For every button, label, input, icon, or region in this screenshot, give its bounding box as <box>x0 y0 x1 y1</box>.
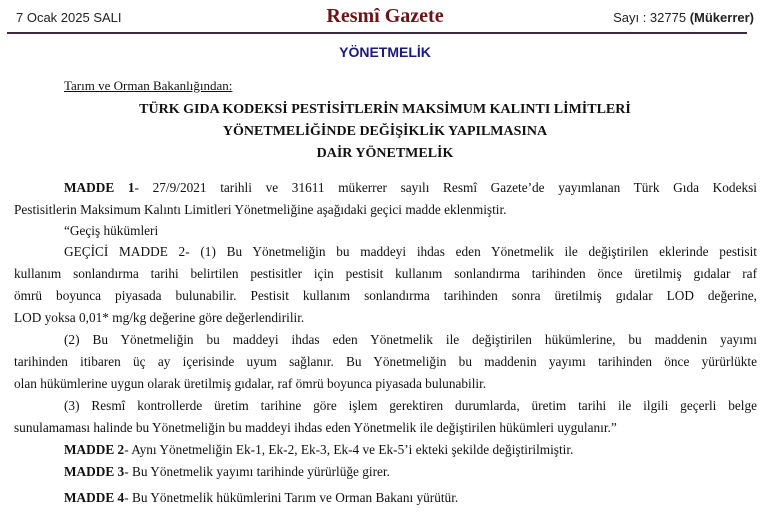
article-3 <box>64 464 757 480</box>
paragraph-2-line-3: olan hükümlerine uygun olarak üretilmiş gıdalar, raf ömrü boyunca piyasada bulunabilir. <box>14 376 487 391</box>
regulation-title-line-3: DAİR YÖNETMELİK <box>316 146 454 161</box>
article-4-text: - Bu Yönetmelik hükümlerini Tarım ve Orman Bakanı yürütür. <box>124 490 459 505</box>
paragraph-2-line-2: tarihinden itibaren üç ay içerisinde uyum sağlanır. Bu Yönetmeliğin bu maddenin yayımı tarihinden önce yürürlükte <box>14 354 757 369</box>
issue-supplement-label: (Mükerrer) <box>689 10 754 25</box>
article-3-text: - Bu Yönetmelik yayımı tarihinde yürürlüğe girer. <box>124 464 390 479</box>
issuing-ministry: Tarım ve Orman Bakanlığından: <box>64 78 233 93</box>
issue-number <box>613 10 754 25</box>
issue-number-label: Sayı : 32775 <box>613 10 690 25</box>
paragraph-3-line-2: sunulamaması halinde bu Yönetmeliğin bu maddeyi ihdas eden Yönetmelik ile değiştirilen hükümleri uygulanır.” <box>14 420 617 435</box>
article-2-label: MADDE 2 <box>64 442 125 457</box>
article-1 <box>64 180 757 196</box>
paragraph-3-line-1: (3) Resmî kontrollerde üretim tarihine göre işlem gerektiren durumlarda, üretim tarihi ile ilgili geçerli belge <box>64 398 757 413</box>
article-3-label: MADDE 3 <box>64 464 125 479</box>
article-1-label: MADDE 1 <box>64 180 135 195</box>
provisional-article-2-line-2: kullanım sonlandırma tarihi belirtilen pestisitler için pestisit kullanım sonlandırma tarihinden önce üretilmiş gıdalar raf <box>14 266 757 281</box>
article-1-continuation: Pestisitlerin Maksimum Kalıntı Limitleri Yönetmeliğine aşağıdaki geçici madde eklenmiştir. <box>14 202 507 217</box>
provisional-article-2-line-4: LOD yoksa 0,01* mg/kg değerine göre değerlendirilir. <box>14 310 305 325</box>
regulation-title-line-2: YÖNETMELİĞİNDE DEĞİŞİKLİK YAPILMASINA <box>222 124 548 139</box>
article-4-label: MADDE 4 <box>64 490 125 505</box>
article-2-text: - Aynı Yönetmeliğin Ek-1, Ek-2, Ek-3, Ek-4 ve Ek-5’i ekteki şekilde değiştirilmiştir. <box>124 442 574 457</box>
section-heading: YÖNETMELİK <box>339 44 431 60</box>
provisional-article-2-line-1: GEÇİCİ MADDE 2- (1) Bu Yönetmeliğin bu maddeyi ihdas eden Yönetmelik ile değiştirilen eklerinde pestisit <box>64 244 757 259</box>
gazette-header <box>0 0 770 34</box>
article-2 <box>64 442 757 458</box>
publication-date: 7 Ocak 2025 SALI <box>16 10 122 25</box>
transition-heading: “Geçiş hükümleri <box>64 223 159 238</box>
provisional-article-2-line-3: ömrü boyunca piyasada bulunabilir. Pestisit kullanım sonlandırma tarihinden sonra üretilmiş gıdalar LOD değerine, <box>14 288 757 303</box>
article-4 <box>64 490 757 506</box>
header-divider <box>7 32 747 34</box>
paragraph-2-line-1: (2) Bu Yönetmeliğin bu maddeyi ihdas eden Yönetmelik ile değiştirilen hükümlerine, bu maddenin yayımı <box>64 332 757 347</box>
gazette-title: Resmî Gazete <box>326 5 444 27</box>
regulation-title-line-1: TÜRK GIDA KODEKSİ PESTİSİTLERİN MAKSİMUM KALINTI LİMİTLERİ <box>139 102 631 117</box>
article-1-text: - 27/9/2021 tarihli ve 31611 mükerrer sayılı Resmî Gazete’de yayımlanan Türk Gıda Kodeksi <box>134 180 757 195</box>
